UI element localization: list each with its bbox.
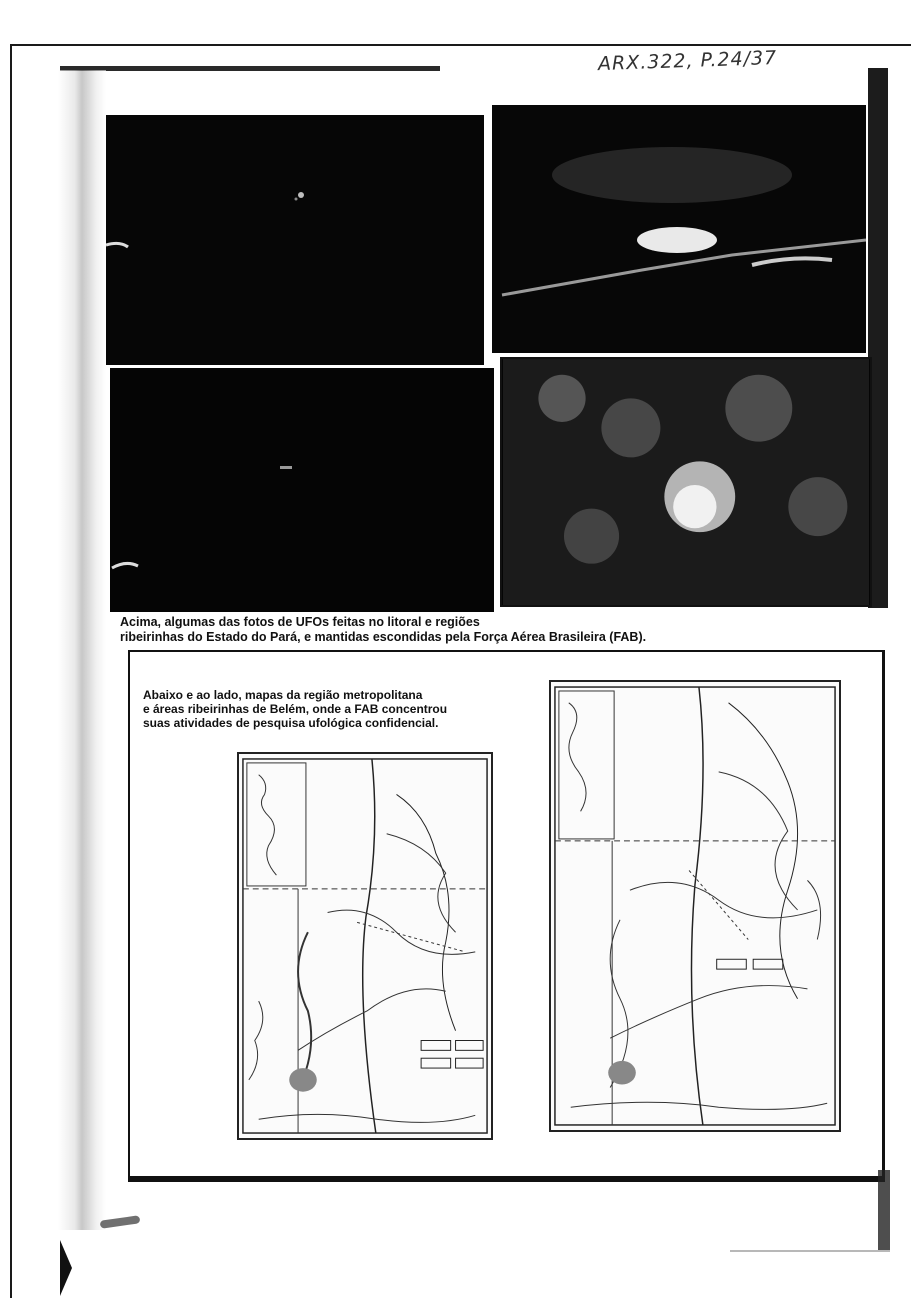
- photo-bottom-right: [500, 357, 872, 607]
- maps-caption-line-1: Abaixo e ao lado, mapas da região metropolitana: [143, 688, 423, 702]
- photos-caption: [120, 615, 890, 645]
- photo-top-right-graphic: [492, 105, 866, 353]
- map-belem-riverside-graphic: [551, 682, 839, 1130]
- photo-top-right: [492, 105, 866, 353]
- maps-caption: [143, 688, 533, 730]
- photo-bottom-left: [110, 368, 494, 612]
- scan-bottom-right-edge: [878, 1170, 890, 1250]
- photos-caption-line-1: Acima, algumas das fotos de UFOs feitas no litoral e regiões: [120, 615, 480, 629]
- map-belem-metropolitan: [237, 752, 493, 1140]
- photos-caption-line-2: ribeirinhas do Estado do Pará, e mantidas escondidas pela Força Aérea Brasileira (FAB).: [120, 630, 647, 644]
- scan-left-border: [10, 44, 12, 1298]
- scan-top-band: [60, 66, 440, 71]
- map-belem-metropolitan-graphic: [239, 754, 491, 1138]
- map-belem-riverside: [549, 680, 841, 1132]
- scan-left-noise: [58, 70, 106, 1230]
- archive-reference: ARX.322, P.24/37: [597, 46, 778, 76]
- maps-caption-line-3: suas atividades de pesquisa ufológica confidencial.: [143, 716, 439, 730]
- scan-top-border: [10, 44, 911, 46]
- scan-left-wedge: [60, 1240, 72, 1296]
- photo-bottom-right-graphic: [502, 359, 870, 605]
- maps-caption-line-2: e áreas ribeirinhas de Belém, onde a FAB concentrou: [143, 702, 448, 716]
- photo-top-left: [106, 115, 484, 365]
- scan-bottom-line: [730, 1250, 890, 1252]
- photo-top-left-graphic: [106, 115, 484, 365]
- photo-bottom-left-graphic: [110, 368, 494, 612]
